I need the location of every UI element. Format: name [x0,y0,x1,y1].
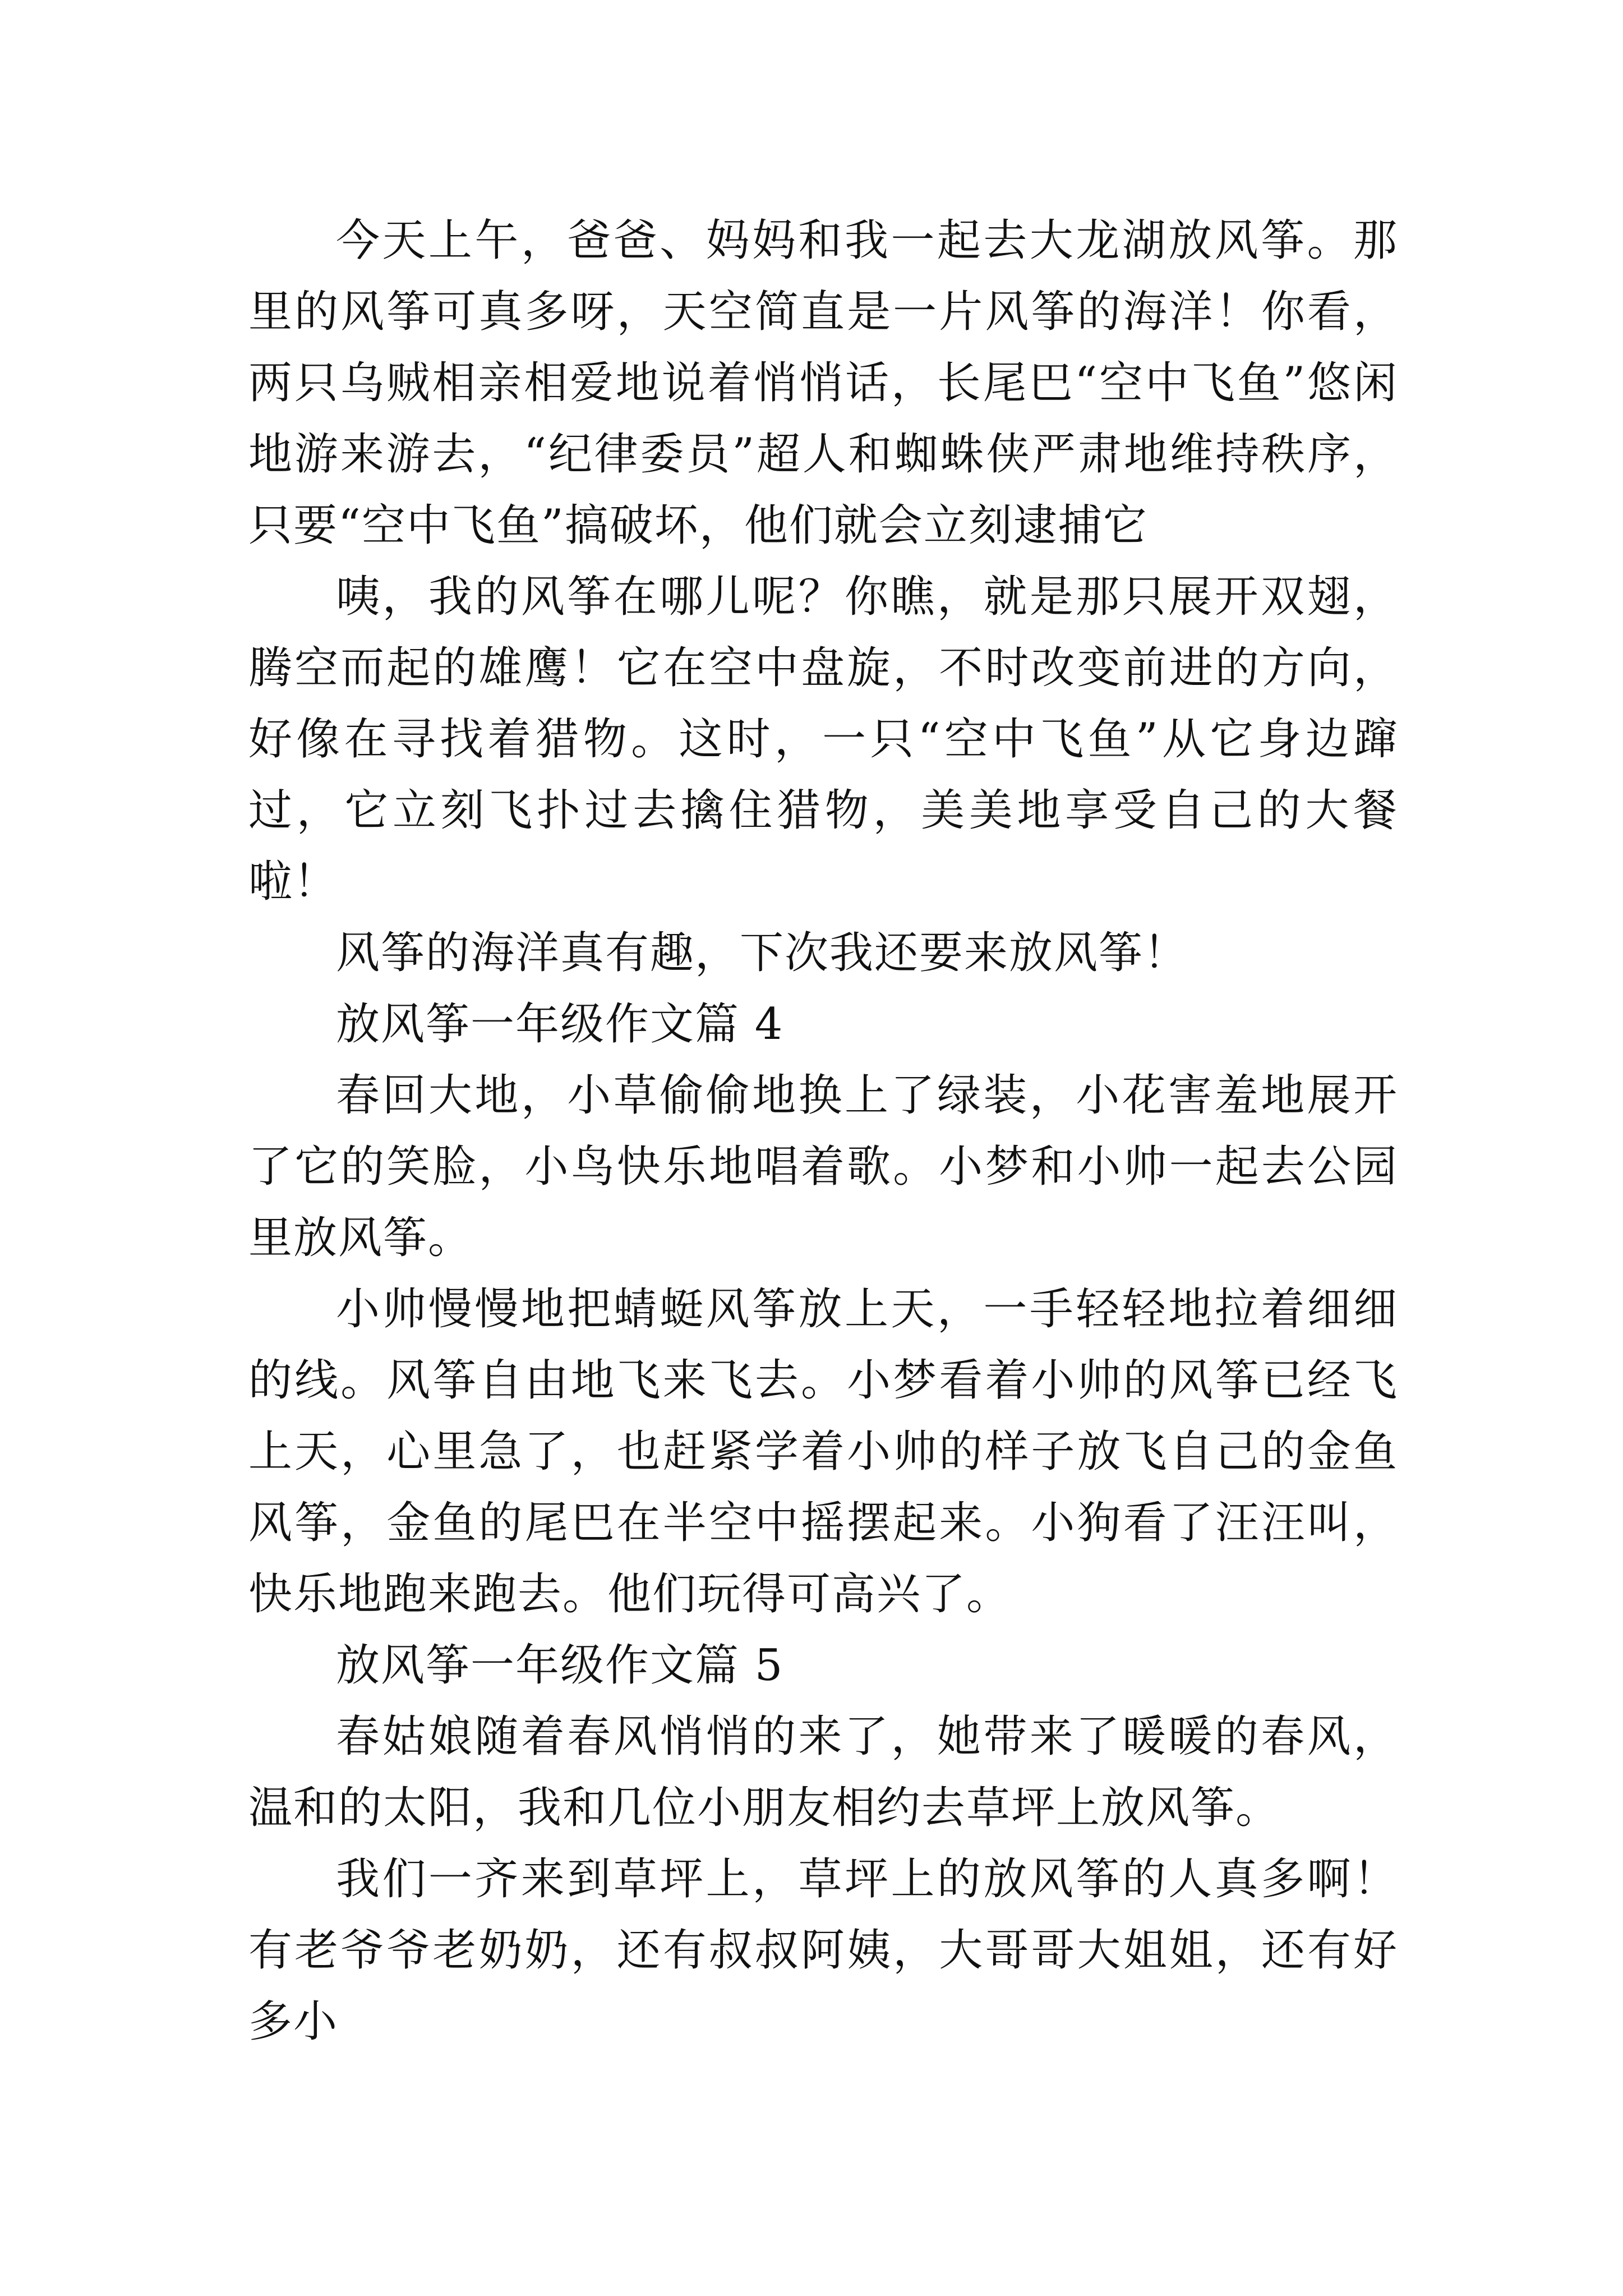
paragraph-2: 咦，我的风筝在哪儿呢？你瞧，就是那只展开双翅，腾空而起的雄鹰！它在空中盘旋，不时改变前进的方向，好像在寻找着猎物。这时，一只“空中飞鱼”从它身边蹿过，它立刻飞扑过去擒住猎物，美美地享受自己的大餐啦！ [248,572,1398,907]
paragraph-5: 小帅慢慢地把蜻蜓风筝放上天，一手轻轻地拉着细细的线。风筝自由地飞来飞去。小梦看着小帅的风筝已经飞上天，心里急了，也赶紧学着小帅的样子放飞自己的金鱼风筝，金鱼的尾巴在半空中摇摆起来。小狗看了汪汪叫，快乐地跑来跑去。他们玩得可高兴了。 [248,1284,1398,1619]
essay-body [248,205,1398,2058]
section-heading-5: 放风筝一年级作文篇 5 [336,1640,784,1691]
section-heading-4: 放风筝一年级作文篇 4 [336,999,784,1050]
paragraph-4: 春回大地，小草偷偷地换上了绿装，小花害羞地展开了它的笑脸，小鸟快乐地唱着歌。小梦和小帅一起去公园里放风筝。 [248,1070,1398,1263]
paragraph-3: 风筝的海洋真有趣，下次我还要来放风筝！ [336,928,1189,978]
paragraph-1: 今天上午，爸爸、妈妈和我一起去大龙湖放风筝。那里的风筝可真多呀，天空简直是一片风筝的海洋！你看，两只乌贼相亲相爱地说着悄悄话，长尾巴“空中飞鱼”悠闲地游来游去，“纪律委员”超人和蜘蛛侠严肃地维持秩序，只要“空中飞鱼”搞破坏，他们就会立刻逮捕它 [248,215,1398,551]
paragraph-7: 我们一齐来到草坪上，草坪上的放风筝的人真多啊！有老爷爷老奶奶，还有叔叔阿姨，大哥哥大姐姐，还有好多小 [248,1854,1398,2047]
paragraph-6: 春姑娘随着春风悄悄的来了，她带来了暖暖的春风，温和的太阳，我和几位小朋友相约去草坪上放风筝。 [248,1711,1398,1833]
